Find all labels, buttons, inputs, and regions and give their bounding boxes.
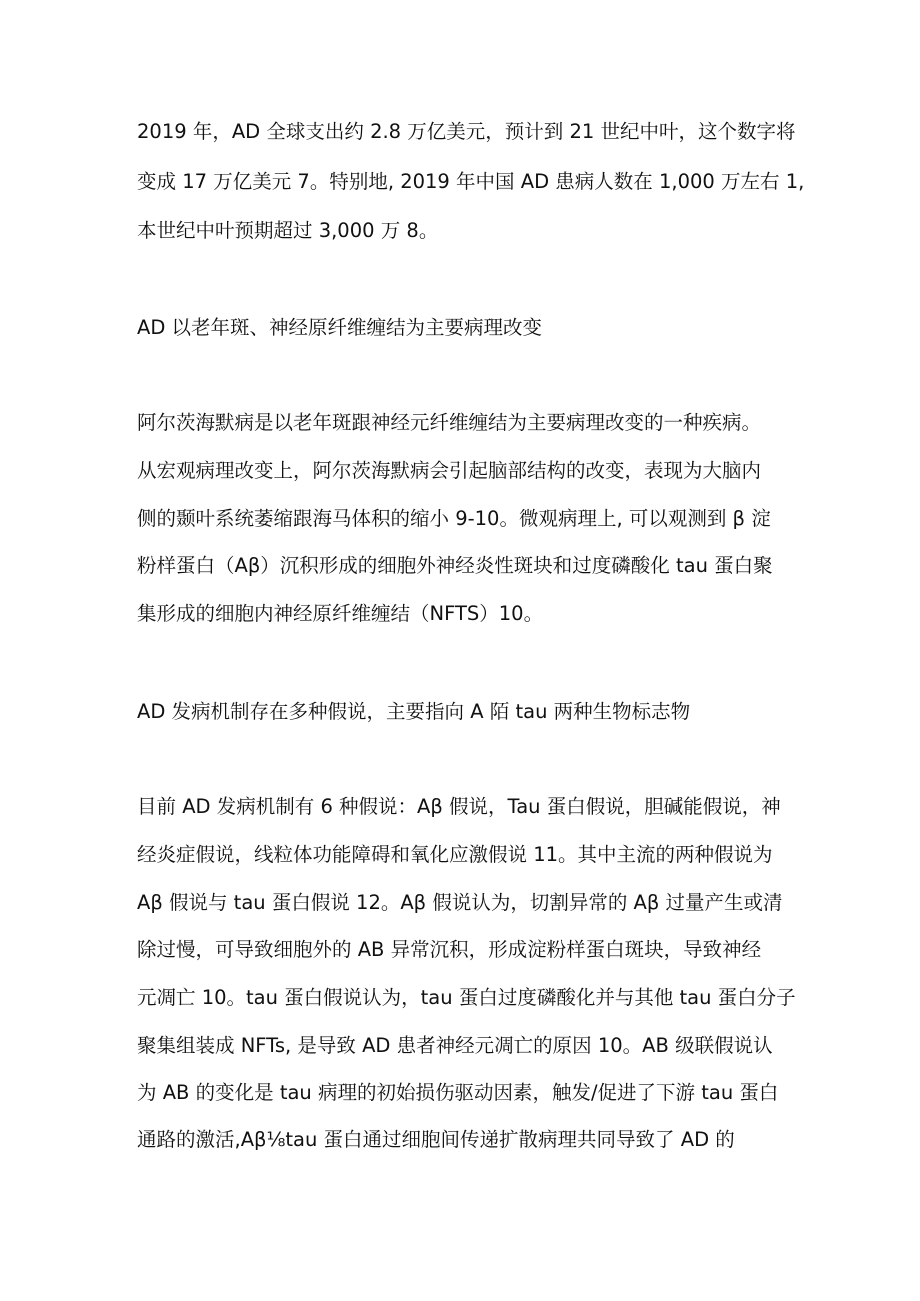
paragraph-3-line-2: 经炎症假说，线粒体功能障碍和氧化应激假说 11。其中主流的两种假说为 [137,843,773,866]
section-heading-2: AD 发病机制存在多种假说，主要指向 A 陌 tau 两种生物标志物 [137,700,691,723]
paragraph-1-line-2: 变成 17 万亿美元 7。特别地, 2019 年中国 AD 患病人数在 1,000 万左右 1, [137,170,805,193]
paragraph-2-line-5: 集形成的细胞内神经原纤维缠结（NFTS）10。 [137,602,544,625]
paragraph-2-line-4: 粉样蛋白（Aβ）沉积形成的细胞外神经炎性斑块和过度磷酸化 tau 蛋白聚 [137,554,773,577]
paragraph-2-line-3: 侧的颞叶系统萎缩跟海马体积的缩小 9-10。微观病理上, 可以观测到 β 淀 [137,507,771,530]
paragraph-3-line-6: 聚集组装成 NFTs, 是导致 AD 患者神经元凋亡的原因 10。AB 级联假说认 [137,1034,773,1057]
paragraph-2-line-2: 从宏观病理改变上，阿尔茨海默病会引起脑部结构的改变，表现为大脑内 [137,459,762,482]
paragraph-3-line-4: 除过慢，可导致细胞外的 AB 异常沉积，形成淀粉样蛋白斑块，导致神经 [137,938,762,961]
paragraph-3-line-3: Aβ 假说与 tau 蛋白假说 12。Aβ 假说认为，切割异常的 Aβ 过量产生或清 [137,891,783,914]
section-heading-1: AD 以老年斑、神经原纤维缠结为主要病理改变 [137,316,543,339]
paragraph-3-line-7: 为 AB 的变化是 tau 病理的初始损伤驱动因素，触发/促进了下游 tau 蛋白 [137,1081,779,1104]
paragraph-3-line-8: 通路的激活,Aβ⅛tau 蛋白通过细胞间传递扩散病理共同导致了 AD 的 [137,1128,735,1151]
paragraph-1-line-1: 2019 年，AD 全球支出约 2.8 万亿美元，预计到 21 世纪中叶，这个数字将 [137,120,796,143]
paragraph-3-line-5: 元凋亡 10。tau 蛋白假说认为，tau 蛋白过度磷酸化并与其他 tau 蛋白分子 [137,986,796,1009]
paragraph-3-line-1: 目前 AD 发病机制有 6 种假说：Aβ 假说，Tau 蛋白假说，胆碱能假说，神 [137,795,781,818]
paragraph-2-line-1: 阿尔茨海默病是以老年斑跟神经元纤维缠结为主要病理改变的一种疾病。 [137,411,762,434]
paragraph-1-line-3: 本世纪中叶预期超过 3,000 万 8。 [137,219,439,242]
